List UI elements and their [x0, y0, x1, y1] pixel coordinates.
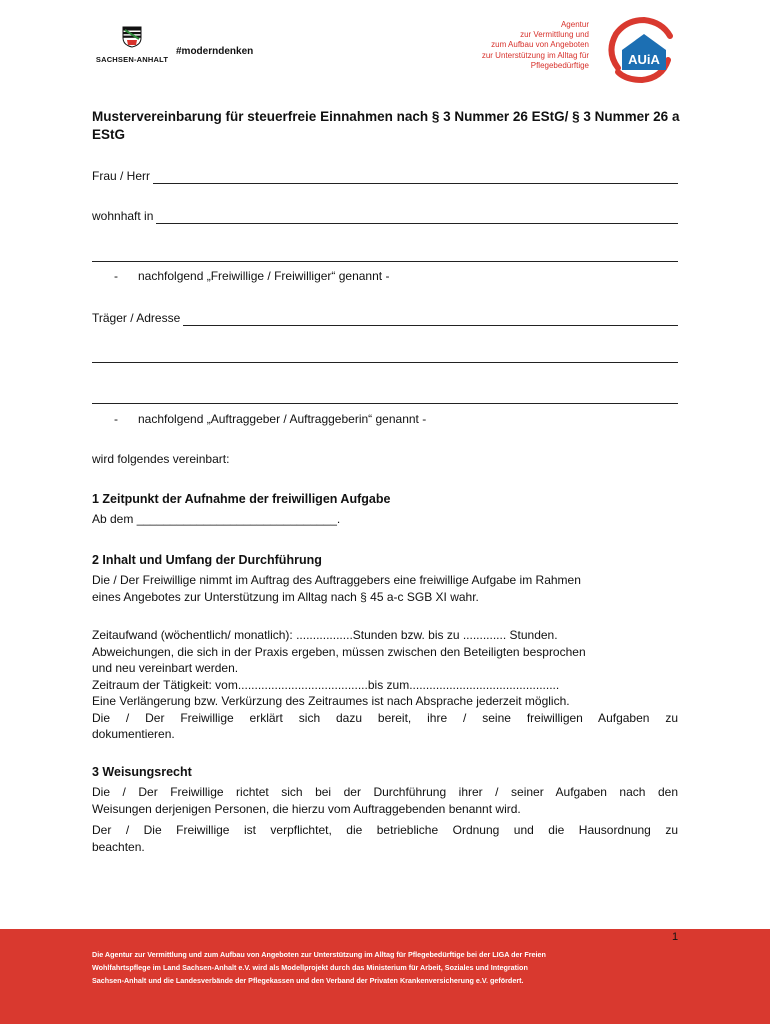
provider-input-line[interactable]	[183, 314, 678, 326]
residence-field[interactable]	[92, 208, 678, 224]
text-line: Weisungen derjenigen Personen, die hierzu vom Auftraggebenden benannt wird.	[92, 801, 521, 816]
agency-line: Pflegebedürftige	[530, 60, 589, 70]
agency-name	[389, 20, 589, 71]
section3-para1	[92, 784, 678, 817]
agency-line: zum Aufbau von Angeboten	[491, 40, 589, 50]
text-line: Der / Die Freiwillige ist verpflichtet, die betriebliche Ordnung und die Hausordnung zu	[92, 823, 678, 837]
note-dash: -	[114, 412, 118, 426]
provider-extra-line-2[interactable]	[92, 403, 678, 404]
footer-line: Sachsen-Anhalt und die Landesverbände der Pflegekassen und den Verband der Privaten Krankenversicherung e.V. gefördert.	[92, 976, 524, 985]
page-number: 1	[672, 931, 679, 943]
hashtag-slogan: #moderndenken	[176, 46, 254, 57]
client-note-text: nachfolgend „Auftraggeber / Auftraggeberin“ genannt -	[138, 412, 427, 426]
section3-heading: 3 Weisungsrecht	[92, 765, 192, 779]
text-line: Zeitraum der Tätigkeit: vom.......................................bis zum.............................................	[92, 677, 560, 692]
auia-logo	[604, 16, 678, 84]
footer-line: Wohlfahrtspflege im Land Sachsen-Anhalt e.V. wird als Modellprojekt durch das Ministerium für Arbeit, Soziales und Integration	[92, 963, 528, 972]
text-line: Die / Der Freiwillige erklärt sich dazu bereit, ihre / seine freiwilligen Aufgaben zu	[92, 710, 678, 725]
text-line: Die / Der Freiwillige richtet sich bei der Durchführung ihrer / seiner Aufgaben nach den	[92, 785, 678, 799]
provider-extra-line-1[interactable]	[92, 362, 678, 363]
text-line: eines Angebotes zur Unterstützung im Alltag nach § 45 a-c SGB XI wahr.	[92, 589, 479, 604]
document-title: Mustervereinbarung für steuerfreie Einnahmen nach § 3 Nummer 26 EStG/ § 3 Nummer 26 a EStG	[92, 109, 680, 142]
agency-line: zur Vermittlung und	[520, 30, 589, 40]
agreement-intro: wird folgendes vereinbart:	[92, 452, 230, 466]
section2-para1	[92, 572, 678, 605]
text-line: beachten.	[92, 839, 145, 854]
volunteer-note-text: nachfolgend „Freiwillige / Freiwilliger“ genannt -	[138, 269, 390, 283]
state-name: SACHSEN-ANHALT	[95, 55, 169, 64]
auia-logo-text: AUiA	[628, 52, 660, 67]
text-line: Die / Der Freiwillige nimmt im Auftrag des Auftraggebers eine freiwillige Aufgabe im Rahmen	[92, 573, 581, 587]
text-line: und neu vereinbart werden.	[92, 661, 239, 675]
section1-heading: 1 Zeitpunkt der Aufnahme der freiwilligen Aufgabe	[92, 492, 391, 506]
provider-label: Träger / Adresse	[92, 311, 181, 325]
residence-label: wohnhaft in	[92, 209, 154, 223]
section1-text: Ab dem ______________________________.	[92, 512, 341, 526]
residence-extra-line[interactable]	[92, 261, 678, 262]
client-note	[114, 411, 426, 427]
note-dash: -	[114, 269, 118, 283]
sachsen-anhalt-logo	[92, 26, 172, 64]
text-line: Zeitaufwand (wöchentlich/ monatlich): .................Stunden bzw. bis zu ............. Stunden.	[92, 628, 558, 642]
person-label: Frau / Herr	[92, 169, 151, 183]
text-line: Eine Verlängerung bzw. Verkürzung des Zeitraumes ist nach Absprache jederzeit möglich.	[92, 694, 570, 708]
provider-field[interactable]	[92, 310, 678, 326]
person-input-line[interactable]	[153, 172, 678, 184]
text-line: dokumentieren.	[92, 727, 175, 741]
footer-line: Die Agentur zur Vermittlung und zum Aufbau von Angeboten zur Unterstützung im Alltag für Pflegebedürftige bei der LIGA der Freien	[92, 950, 546, 959]
footer-text	[92, 948, 692, 987]
agency-line: Agentur	[560, 20, 589, 29]
section2-para2	[92, 627, 678, 743]
text-line: Abweichungen, die sich in der Praxis ergeben, müssen zwischen den Beteiligten besprochen	[92, 644, 586, 659]
person-field[interactable]	[92, 168, 678, 184]
agency-line: zur Unterstützung im Alltag für	[481, 50, 589, 60]
section2-heading: 2 Inhalt und Umfang der Durchführung	[92, 553, 322, 567]
section3-para2	[92, 822, 678, 855]
residence-input-line[interactable]	[156, 212, 678, 224]
volunteer-note	[114, 268, 389, 284]
coat-of-arms-icon	[122, 26, 142, 48]
